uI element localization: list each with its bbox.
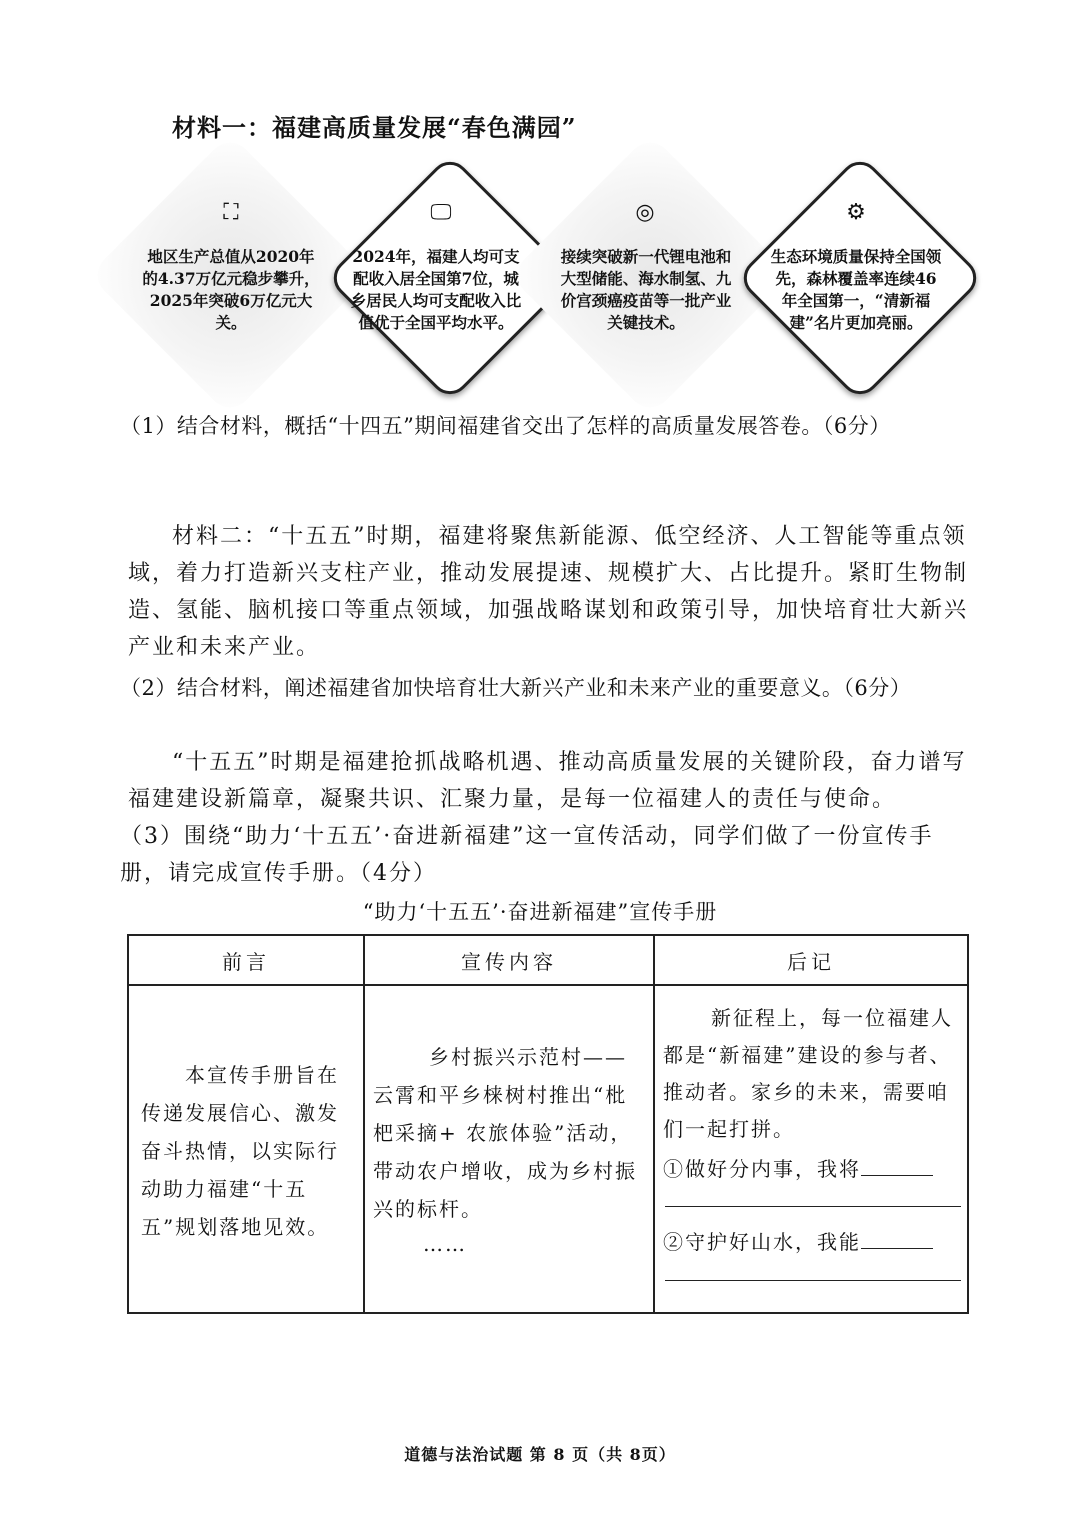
card-2-text: 2024年，福建人均可支配收入居全国第7位，城乡居民人均可支配收入比值优于全国平均水平。 [350,247,522,332]
answer-blank-1b[interactable] [665,1206,961,1207]
afterword-text: 新征程上，每一位福建人都是“新福建”建设的参与者、推动者。家乡的未来，需要咱们一起打拼。 [663,1006,953,1141]
material1-cards [130,150,990,400]
material1-title: 材料一：福建高质量发展“春色满园” [172,113,577,142]
header-afterword: 后记 [654,935,968,985]
answer-blank-1a[interactable] [861,1153,933,1176]
handbook-title: “助力‘十五五’·奋进新福建”宣传手册 [362,900,718,924]
answer-item-1 [663,1151,933,1188]
question-1: （1）结合材料，概括“十四五”期间福建省交出了怎样的高质量发展答卷。（6分） [120,414,891,438]
page-footer: 道德与法治试题 第 8 页（共 8页） [404,1445,676,1464]
card-1-text: 地区生产总值从2020年的4.37万亿元稳步攀升，2025年突破6万亿元大关。 [142,247,320,332]
card-4-text: 生态环境质量保持全国领先，森林覆盖率连续46年全国第一，“清新福建”名片更加亮丽。 [770,247,942,332]
intro-paragraph: “十五五”时期是福建抢抓战略机遇、推动高质量发展的关键阶段，奋力谱写福建建设新篇章，凝聚共识、汇聚力量，是每一位福建人的责任与使命。 [128,750,967,812]
monitor-chart-icon: 🖵 [430,200,452,225]
header-content: 宣传内容 [364,935,654,985]
content-cell [364,985,654,1313]
answer-item-2-label: ②守护好山水，我能 [663,1230,861,1254]
content-text: 乡村振兴示范村——云霄和平乡梾树村推出“枇杷采摘+ 农旅体验”活动，带动农户增收，成为乡村振兴的标杆。 [373,1045,637,1221]
material2-text: 材料二：“十五五”时期，福建将聚焦新能源、低空经济、人工智能等重点领域，着力打造新兴支柱产业，推动发展提速、规模扩大、占比提升。紧盯生物制造、氢能、脑机接口等重点领域，加强战略谋划和政策引导，加快培育壮大新兴产业和未来产业。 [128,524,969,660]
answer-blank-2b[interactable] [665,1280,961,1281]
gear-icon: ⚙ [846,200,866,225]
answer-item-1-label: ①做好分内事，我将 [663,1157,861,1181]
question-2: （2）结合材料，阐述福建省加快培育壮大新兴产业和未来产业的重要意义。（6分） [120,676,912,700]
handbook-table [127,934,969,1314]
answer-blank-2a[interactable] [861,1226,933,1249]
header-preface: 前言 [128,935,364,985]
growth-icon: ⛶ [223,200,239,225]
target-icon: ◎ [635,200,655,225]
content-ellipsis: …… [423,1232,467,1256]
preface-text: 本宣传手册旨在传递发展信心、激发奋斗热情，以实际行动助力福建“十五五”规划落地见效。 [141,1063,339,1239]
afterword-cell [654,985,968,1313]
preface-cell [128,985,364,1313]
card-3-text: 接续突破新一代锂电池和大型储能、海水制氢、九价宫颈癌疫苗等一批产业关键技术。 [560,247,732,332]
question-3: （3）围绕“助力‘十五五’·奋进新福建”这一宣传活动，同学们做了一份宣传手册，请完成宣传手册。（4分） [120,824,934,886]
answer-item-2 [663,1224,933,1261]
